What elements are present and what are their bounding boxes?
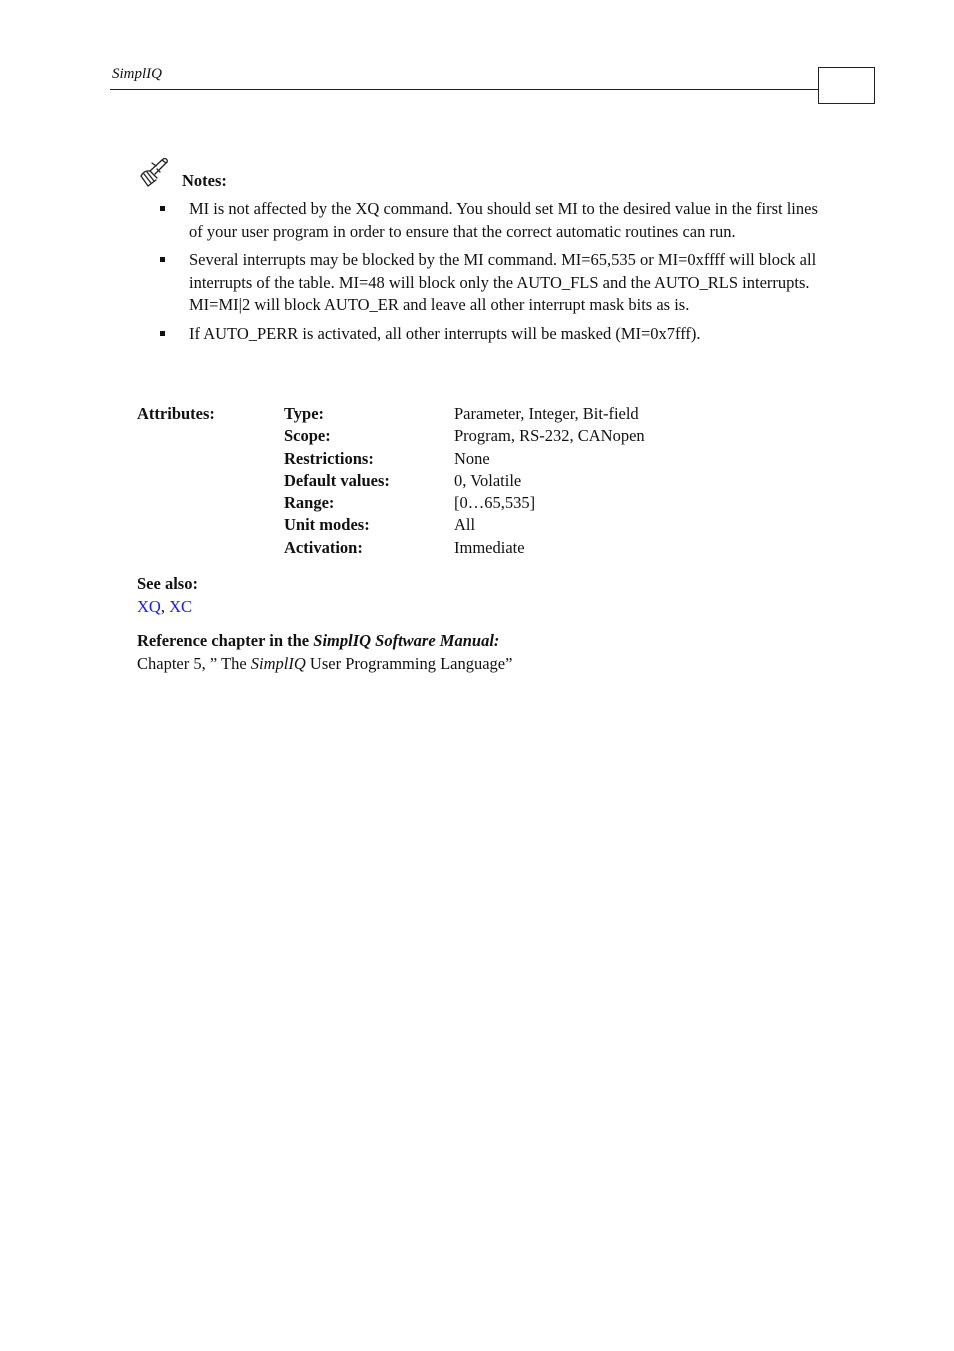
notes-label: Notes: <box>182 171 227 190</box>
attributes-title: Attributes: <box>137 404 215 423</box>
attribute-value: Parameter, Integer, Bit-field <box>454 404 639 423</box>
writing-hand-icon <box>138 156 170 190</box>
attribute-key: Scope: <box>284 426 331 446</box>
header-brand: SimplIQ <box>112 66 162 82</box>
attribute-row <box>137 403 737 425</box>
list-item: MI is not affected by the XQ command. You should set MI to the desired value in the first lines of your user program in order to ensure that the correct automatic routines can run. <box>160 198 820 243</box>
attribute-key: Default values: <box>284 470 390 490</box>
attribute-value: None <box>454 448 490 468</box>
attribute-row <box>137 514 737 536</box>
bullet-square-icon <box>160 257 165 262</box>
attribute-key: Range: <box>284 493 335 513</box>
attribute-value: All <box>454 515 476 535</box>
attribute-value: 0, Volatile <box>454 470 522 490</box>
attribute-key: Restrictions: <box>284 448 374 468</box>
reference-section <box>137 629 512 675</box>
reference-chapter: Chapter 5, ” The SimplIQ User Programming Language” <box>137 654 513 673</box>
bullet-square-icon <box>160 206 165 211</box>
attribute-value: Immediate <box>454 537 525 557</box>
attribute-key: Activation: <box>284 537 363 557</box>
attribute-value: Program, RS-232, CANopen <box>454 426 645 446</box>
reference-label: Reference chapter in the SimplIQ Software Manual: <box>137 631 500 650</box>
attribute-row <box>137 537 737 559</box>
attribute-key: Unit modes: <box>284 515 370 535</box>
attribute-row <box>137 448 737 470</box>
list-item: If AUTO_PERR is activated, all other interrupts will be masked (MI=0x7fff). <box>160 323 820 346</box>
link-xq[interactable]: XQ <box>137 596 161 616</box>
attribute-row <box>137 425 737 447</box>
brand-name: SimplIQ <box>250 654 306 673</box>
link-xc[interactable]: XC <box>169 596 193 616</box>
link-separator: , <box>160 596 170 616</box>
header-rule <box>110 89 819 90</box>
see-also-section <box>137 573 198 618</box>
attribute-value: [0…65,535] <box>454 493 536 513</box>
see-also-label: See also: <box>137 574 198 593</box>
list-item: Several interrupts may be blocked by the MI command. MI=65,535 or MI=0xffff will block all interrupts of the table. MI=48 will block only the AUTO_FLS and the AUTO_RLS interrupts. MI=MI|2 will block AUTO_ER and leave all other interrupt mask bits as is. <box>160 249 820 317</box>
attribute-row <box>137 470 737 492</box>
bullet-square-icon <box>160 331 165 336</box>
notes-list <box>160 198 820 351</box>
brand-name: SimplIQ <box>313 631 372 650</box>
page-number-box <box>818 67 875 104</box>
notes-header <box>138 156 438 192</box>
attributes-table <box>137 403 737 559</box>
attribute-row <box>137 492 737 514</box>
attribute-key: Type: <box>284 404 325 423</box>
